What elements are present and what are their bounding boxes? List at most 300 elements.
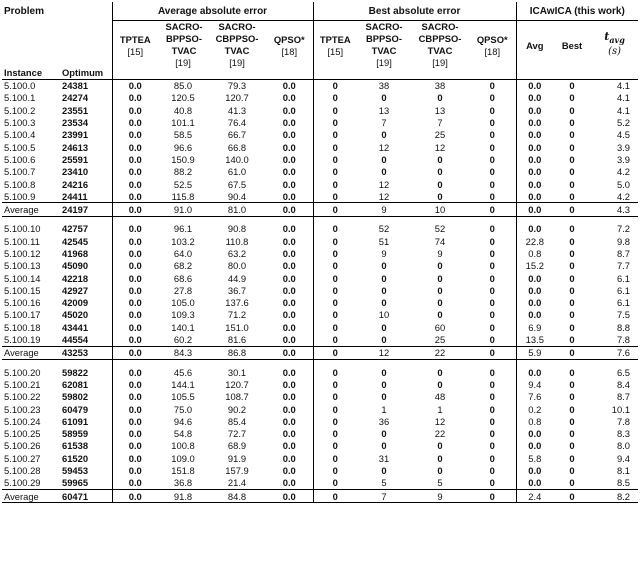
cell-sacro-bppso-avg: 68.2 [173,260,193,272]
cell-icawica-avg: 0.2 [516,403,553,415]
cell-sacro-cbppso-best: 5 [437,477,443,489]
cell-instance: 5.100.0 [4,80,36,92]
table-row [2,464,638,476]
cell-icawica-tavg: 7.7 [616,260,631,272]
cell-tptea-avg: 0.0 [112,452,158,464]
cell-icawica-best: 0 [569,80,575,92]
table-row [2,247,638,259]
cell-qpso-best: 0 [489,309,495,321]
cell-sacro-bppso-avg: 58.5 [173,129,193,141]
cell-sacro-cbppso-best: 12 [434,415,446,427]
cell-qpso-avg: 0.0 [282,391,296,403]
cell-qpso-best: 0 [469,490,516,503]
cell-instance: 5.100.11 [4,235,40,247]
cell-sacro-bppso-best: 0 [381,321,387,333]
cell-sacro-cbppso-best: 38 [434,80,446,92]
cell-sacro-cbppso-best: 10 [411,203,469,216]
cell-optimum: 24411 [62,190,88,202]
cell-qpso-best: 0 [489,297,495,309]
cell-icawica-avg: 0.0 [516,297,553,309]
cell-sacro-bppso-avg: 96.1 [173,223,193,235]
cell-tptea-avg: 0.0 [112,333,158,346]
cell-icawica-tavg: 6.1 [616,297,631,309]
cell-sacro-bppso-avg: 84.3 [158,346,208,359]
table-row [2,477,638,490]
cell-tptea-avg: 0.0 [112,346,158,359]
cell-qpso-best: 0 [489,80,495,92]
cell-icawica-best: 0 [569,129,575,141]
cell-icawica-tavg: 4.5 [616,129,631,141]
cell-sacro-cbppso-best: 60 [434,321,446,333]
cell-qpso-avg: 0.0 [282,334,296,346]
col-sacro-cbppso-best: SACRO-CBPPSO-TVAC [19] [411,21,469,80]
cell-tptea-best: 0 [313,153,357,165]
cell-tptea-best: 0 [313,477,357,490]
cell-sacro-bppso-best: 31 [378,452,390,464]
cell-tptea-avg: 0.0 [112,391,158,403]
cell-icawica-tavg: 6.1 [616,272,631,284]
cell-qpso-avg: 0.0 [282,321,296,333]
cell-sacro-bppso-best: 9 [381,248,387,259]
cell-icawica-best: 0 [569,166,575,178]
cell-sacro-cbppso-best: 48 [434,391,446,403]
cell-tptea-best: 0 [313,452,357,464]
table-row [2,166,638,178]
cell-icawica-tavg: 4.2 [616,166,631,178]
cell-icawica-tavg: 6.1 [616,284,631,296]
cell-optimum: 58959 [62,428,89,440]
cell-instance: 5.100.2 [4,104,36,116]
cell-icawica-best: 0 [569,428,575,440]
cell-icawica-avg: 0.0 [516,272,553,284]
table-row [2,297,638,309]
results-body [2,79,638,503]
cell-icawica-avg: 0.0 [516,203,553,216]
cell-sacro-cbppso-avg: 81.0 [208,203,266,216]
cell-icawica-avg: 22.8 [516,235,553,247]
cell-instance: 5.100.18 [4,321,41,333]
cell-tptea-best: 0 [313,428,357,440]
cell-tptea-best: 0 [313,104,357,116]
cell-sacro-cbppso-best: 0 [437,166,443,178]
cell-sacro-cbppso-avg: 66.8 [227,141,247,153]
cell-sacro-bppso-best: 12 [378,178,390,190]
table-row [2,309,638,321]
problem-header: Problem [4,5,45,17]
cell-qpso-avg: 0.0 [282,92,296,104]
cell-tptea-avg: 0.0 [112,297,158,309]
cell-icawica-avg: 7.6 [516,391,553,403]
cell-sacro-bppso-best: 0 [381,378,387,390]
cell-sacro-bppso-best: 0 [381,260,387,272]
cell-qpso-avg: 0.0 [282,403,296,415]
cell-sacro-bppso-best: 9 [357,203,411,216]
cell-icawica-avg: 0.0 [516,440,553,452]
table-row [2,178,638,190]
cell-sacro-cbppso-avg: 81.6 [227,334,247,346]
cell-icawica-tavg: 5.2 [616,117,631,129]
cell-tptea-avg: 0.0 [112,403,158,415]
cell-optimum: 59822 [62,366,89,378]
cell-qpso-avg: 0.0 [282,153,296,165]
cell-tptea-best: 0 [313,284,357,296]
cell-qpso-avg: 0.0 [266,490,313,503]
cell-icawica-avg: 0.8 [516,415,553,427]
cell-qpso-avg: 0.0 [282,415,296,427]
cell-icawica-tavg: 8.8 [616,321,631,333]
cell-sacro-cbppso-best: 0 [437,465,443,477]
cell-qpso-avg: 0.0 [266,346,313,359]
cell-tptea-best: 0 [313,464,357,476]
cell-tptea-avg: 0.0 [112,203,158,216]
cell-icawica-avg: 0.0 [516,223,553,235]
cell-qpso-avg: 0.0 [282,452,296,464]
table-row [2,104,638,116]
cell-icawica-best: 0 [569,248,575,259]
cell-icawica-avg: 0.0 [516,284,553,296]
cell-tptea-avg: 0.0 [112,247,158,259]
cell-qpso-best: 0 [489,272,495,284]
cell-icawica-best: 0 [569,309,575,321]
col-sacro-bppso-avg: SACRO-BPPSO-TVAC [19] [158,21,208,80]
cell-sacro-cbppso-avg: 79.3 [227,80,247,92]
cell-qpso-avg: 0.0 [282,309,296,321]
cell-sacro-bppso-avg: 109.3 [171,309,195,321]
col-tptea-avg: TPTEA [15] [112,21,158,80]
cell-instance: 5.100.26 [4,440,41,452]
cell-qpso-avg: 0.0 [282,141,296,153]
cell-optimum: 45090 [62,260,89,272]
cell-icawica-avg: 0.0 [516,129,553,141]
cell-icawica-avg: 0.0 [516,428,553,440]
cell-icawica-best: 0 [569,297,575,309]
cell-qpso-best: 0 [489,178,495,190]
cell-icawica-avg: 0.0 [516,477,553,490]
cell-icawica-best: 0 [569,452,575,464]
cell-sacro-bppso-best: 36 [378,415,390,427]
cell-tptea-avg: 0.0 [112,378,158,390]
cell-sacro-cbppso-avg: 36.7 [227,284,247,296]
col-qpso-best: QPSO* [18] [469,21,516,80]
average-row [2,346,638,359]
cell-sacro-bppso-avg: 68.6 [173,272,193,284]
cell-icawica-tavg: 3.9 [616,141,631,153]
table-row [2,391,638,403]
cell-sacro-cbppso-best: 0 [437,309,443,321]
cell-instance: 5.100.15 [4,284,41,296]
cell-icawica-best: 0 [569,141,575,153]
cell-sacro-bppso-best: 0 [381,366,387,378]
cell-qpso-best: 0 [489,92,495,104]
cell-qpso-avg: 0.0 [282,477,296,489]
cell-icawica-tavg: 7.5 [616,309,631,321]
cell-sacro-cbppso-avg: 120.7 [225,378,249,390]
cell-tptea-best: 0 [313,346,357,359]
cell-sacro-bppso-avg: 27.8 [173,284,193,296]
cell-optimum: 42757 [62,223,89,235]
cell-sacro-bppso-avg: 45.6 [173,366,193,378]
cell-tptea-best: 0 [313,166,357,178]
cell-sacro-cbppso-best: 0 [437,297,443,309]
cell-sacro-bppso-avg: 40.8 [173,104,193,116]
cell-sacro-cbppso-avg: 120.7 [225,92,249,104]
cell-sacro-cbppso-avg: 91.9 [227,452,247,464]
cell-tptea-avg: 0.0 [112,321,158,333]
table-row [2,235,638,247]
table-row [2,153,638,165]
cell-sacro-cbppso-avg: 90.4 [227,190,247,202]
cell-icawica-avg: 0.0 [516,141,553,153]
cell-tptea-avg: 0.0 [112,272,158,284]
cell-qpso-best: 0 [489,403,495,415]
col-sacro-cbppso-avg: SACRO-CBPPSO-TVAC [19] [208,21,266,80]
cell-tptea-best: 0 [313,297,357,309]
results-table [2,2,638,503]
cell-sacro-cbppso-avg: 90.2 [227,403,247,415]
cell-icawica-avg: 0.0 [516,104,553,116]
average-row [2,203,638,216]
table-row [2,415,638,427]
cell-qpso-best: 0 [489,378,495,390]
cell-tptea-best: 0 [313,378,357,390]
cell-sacro-bppso-best: 0 [381,92,387,104]
cell-qpso-avg: 0.0 [282,190,296,202]
cell-icawica-tavg: 4.1 [616,92,631,104]
cell-tptea-avg: 0.0 [112,79,158,92]
cell-qpso-avg: 0.0 [282,223,296,235]
cell-icawica-best: 0 [569,440,575,452]
cell-qpso-avg: 0.0 [282,129,296,141]
cell-tptea-avg: 0.0 [112,190,158,203]
cell-instance: 5.100.22 [4,391,41,403]
cell-icawica-tavg: 3.9 [616,153,631,165]
cell-icawica-best: 0 [553,346,591,359]
cell-icawica-tavg: 8.2 [591,490,638,503]
cell-sacro-bppso-avg: 64.0 [173,248,193,259]
cell-tptea-avg: 0.0 [112,309,158,321]
cell-icawica-best: 0 [569,334,575,346]
cell-optimum: 61091 [62,415,89,427]
cell-instance: 5.100.28 [4,465,41,477]
cell-icawica-best: 0 [569,235,575,247]
cell-icawica-avg: 15.2 [516,260,553,272]
cell-icawica-best: 0 [569,477,575,489]
cell-icawica-tavg: 8.1 [616,465,631,477]
cell-qpso-best: 0 [469,346,516,359]
cell-tptea-best: 0 [313,309,357,321]
cell-sacro-cbppso-avg: 41.3 [227,104,247,116]
cell-instance: 5.100.13 [4,260,41,272]
cell-sacro-cbppso-avg: 67.5 [227,178,247,190]
cell-tptea-avg: 0.0 [112,116,158,128]
cell-optimum: 23410 [62,166,89,178]
table-row [2,190,638,203]
cell-optimum: 24613 [62,141,89,153]
icawica-header: ICAwICA (this work) [516,2,638,21]
cell-optimum: 62081 [62,378,89,390]
cell-qpso-avg: 0.0 [282,378,296,390]
cell-icawica-best: 0 [569,391,575,403]
cell-qpso-best: 0 [489,440,495,452]
cell-sacro-cbppso-avg: 84.8 [208,490,266,503]
cell-tptea-avg: 0.0 [112,428,158,440]
cell-sacro-bppso-best: 0 [381,391,387,403]
cell-icawica-avg: 2.4 [516,490,553,503]
cell-qpso-avg: 0.0 [282,166,296,178]
col-sacro-bppso-best: SACRO-BPPSO-TVAC [19] [357,21,411,80]
cell-instance: 5.100.29 [4,477,41,489]
header-row-top [2,2,638,21]
header-row-sub [2,21,638,80]
cell-instance: 5.100.25 [4,428,41,440]
cell-sacro-bppso-best: 7 [381,117,387,129]
cell-tptea-avg: 0.0 [112,166,158,178]
cell-instance: 5.100.10 [4,223,41,235]
cell-sacro-bppso-avg: 75.0 [173,403,193,415]
cell-icawica-avg: 13.5 [516,333,553,346]
cell-sacro-cbppso-best: 22 [434,428,446,440]
cell-tptea-best: 0 [313,321,357,333]
col-icawica-tavg: $t_{avg}$ (s) [591,21,638,80]
cell-sacro-cbppso-best: 52 [434,223,446,235]
cell-tptea-avg: 0.0 [112,178,158,190]
cell-qpso-avg: 0.0 [282,428,296,440]
cell-icawica-tavg: 4.1 [616,80,631,92]
cell-instance: 5.100.6 [4,153,36,165]
cell-qpso-best: 0 [489,428,495,440]
cell-icawica-best: 0 [553,490,591,503]
cell-sacro-bppso-best: 1 [381,403,387,415]
cell-qpso-avg: 0.0 [282,465,296,477]
cell-tptea-avg: 0.0 [112,477,158,490]
cell-optimum: 23551 [62,104,89,116]
cell-qpso-avg: 0.0 [266,203,313,216]
cell-optimum: 59453 [62,465,89,477]
cell-sacro-bppso-avg: 60.2 [173,334,193,346]
cell-qpso-best: 0 [489,477,495,489]
cell-tptea-best: 0 [313,415,357,427]
cell-optimum: 59965 [62,477,89,489]
cell-sacro-bppso-avg: 115.8 [171,190,195,202]
cell-icawica-tavg: 7.6 [591,346,638,359]
cell-sacro-bppso-best: 38 [378,80,390,92]
cell-sacro-cbppso-best: 13 [434,104,446,116]
cell-sacro-cbppso-best: 0 [437,366,443,378]
cell-sacro-cbppso-best: 0 [437,440,443,452]
cell-icawica-tavg: 8.7 [616,391,631,403]
cell-icawica-avg: 0.0 [516,190,553,203]
cell-qpso-avg: 0.0 [282,235,296,247]
cell-qpso-best: 0 [489,366,495,378]
cell-sacro-cbppso-avg: 108.7 [225,391,249,403]
cell-icawica-avg: 0.0 [516,166,553,178]
cell-sacro-cbppso-best: 9 [437,248,443,259]
table-row [2,452,638,464]
cell-qpso-avg: 0.0 [282,80,296,92]
cell-sacro-bppso-avg: 94.6 [173,415,193,427]
cell-icawica-best: 0 [553,203,591,216]
cell-tptea-avg: 0.0 [112,104,158,116]
cell-icawica-tavg: 8.7 [616,248,631,259]
cell-tptea-best: 0 [313,260,357,272]
cell-sacro-cbppso-avg: 68.9 [227,440,247,452]
cell-sacro-bppso-avg: 120.5 [171,92,195,104]
cell-icawica-best: 0 [569,403,575,415]
cell-sacro-cbppso-avg: 86.8 [208,346,266,359]
cell-tptea-best: 0 [313,333,357,346]
cell-sacro-cbppso-best: 22 [411,346,469,359]
cell-instance: 5.100.7 [4,166,36,178]
cell-qpso-best: 0 [489,452,495,464]
cell-icawica-avg: 0.0 [516,178,553,190]
cell-sacro-cbppso-avg: 63.2 [227,248,247,259]
cell-optimum: 23534 [62,117,89,129]
average-row [2,490,638,503]
cell-optimum: 61520 [62,452,89,464]
cell-instance: 5.100.20 [4,366,41,378]
cell-sacro-cbppso-best: 12 [434,141,446,153]
cell-sacro-cbppso-best: 0 [437,284,443,296]
cell-optimum: 59802 [62,391,89,403]
cell-tptea-best: 0 [313,203,357,216]
cell-qpso-avg: 0.0 [282,117,296,129]
cell-tptea-avg: 0.0 [112,129,158,141]
cell-qpso-best: 0 [489,415,495,427]
cell-instance: 5.100.19 [4,334,41,346]
cell-optimum: 43253 [60,346,112,359]
cell-tptea-best: 0 [313,403,357,415]
cell-sacro-cbppso-avg: 66.7 [227,129,247,141]
cell-sacro-cbppso-avg: 110.8 [225,235,249,247]
cell-icawica-best: 0 [569,465,575,477]
cell-instance: 5.100.3 [4,117,36,129]
cell-sacro-cbppso-avg: 21.4 [227,477,247,489]
cell-icawica-tavg: 4.1 [616,104,631,116]
col-tptea-best: TPTEA [15] [313,21,357,80]
cell-optimum: 45020 [62,309,89,321]
table-row [2,428,638,440]
cell-icawica-tavg: 7.8 [616,334,631,346]
cell-optimum: 24274 [62,92,89,104]
cell-sacro-cbppso-avg: 61.0 [227,166,247,178]
cell-sacro-cbppso-avg: 30.1 [227,366,247,378]
cell-tptea-best: 0 [313,440,357,452]
table-row [2,79,638,92]
cell-icawica-best: 0 [569,284,575,296]
cell-tptea-best: 0 [313,190,357,203]
table-row [2,321,638,333]
cell-icawica-avg: 6.9 [516,321,553,333]
cell-optimum: 42009 [62,297,89,309]
cell-qpso-best: 0 [489,190,495,202]
cell-icawica-tavg: 7.8 [616,415,631,427]
cell-sacro-bppso-avg: 100.8 [171,440,195,452]
cell-sacro-bppso-best: 10 [378,309,390,321]
cell-icawica-avg: 0.0 [516,309,553,321]
cell-sacro-bppso-best: 0 [381,129,387,141]
cell-instance: 5.100.4 [4,129,36,141]
cell-sacro-bppso-best: 0 [381,440,387,452]
table-row [2,116,638,128]
cell-qpso-best: 0 [489,104,495,116]
cell-sacro-cbppso-avg: 44.9 [227,272,247,284]
cell-sacro-bppso-best: 0 [381,284,387,296]
cell-sacro-bppso-best: 12 [378,190,390,202]
cell-instance: Average [2,490,60,503]
cell-sacro-bppso-best: 12 [378,141,390,153]
cell-optimum: 61538 [62,440,89,452]
cell-optimum: 42927 [62,284,89,296]
